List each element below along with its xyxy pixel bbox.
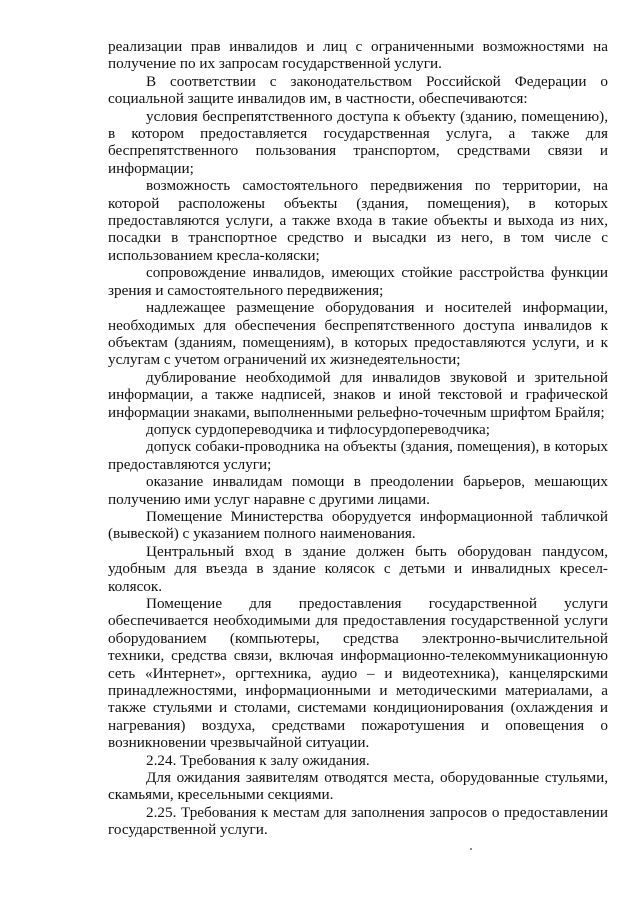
paragraph-ramp: Центральный вход в здание должен быть оборудован пандусом, удобным для въезда в здание колясок с детьми и инвалидных кресел-колясок. xyxy=(108,542,608,595)
scan-speck xyxy=(470,848,472,850)
paragraph-room-equipment: Помещение для предоставления государственной услуги обеспечивается необходимыми для предоставления государственной услуги оборудованием (компьютеры, средства электронно-вычислительной техники, средства связи, включая информационно-телекоммуникационную сеть «Интернет», оргтехника, аудио – и видеотехника), канцелярскими принадлежностями, информационными и методическими материалами, а также стульями и столами, системами кондиционирования (охлаждения и нагревания) воздуха, средствами пожаротушения и оповещения о возникновении чрезвычайной ситуации. xyxy=(108,595,608,752)
section-heading-2-25: 2.25. Требования к местам для заполнения запросов о предоставлении государственной услуги. xyxy=(108,803,608,839)
paragraph-legal-basis: В соответствии с законодательством Российской Федерации о социальной защите инвалидов им, в частности, обеспечиваются: xyxy=(108,72,608,108)
section-heading-2-24: 2.24. Требования к залу ожидания. xyxy=(146,751,370,769)
paragraph-info-sign: Помещение Министерства оборудуется информационной табличкой (вывеской) с указанием полного наименования. xyxy=(108,507,608,543)
paragraph-independent-movement: возможность самостоятельного передвижения по территории, на которой расположены объекты (здания, помещения), в которых предоставляются услуги, а также входа в такие объекты и выхода из них, посадки в транспортное средство и высадки из него, в том числе с использованием кресла-коляски; xyxy=(108,177,608,264)
paragraph-assistance: оказание инвалидам помощи в преодолении барьеров, мешающих получению ими услуг наравне с другими лицами. xyxy=(108,473,608,508)
paragraph-info-duplication: дублирование необходимой для инвалидов звуковой и зрительной информации, а также надписей, знаков и иной текстовой и графической информации знаками, выполненными рельефно-точечным шрифтом Брайля; xyxy=(108,368,608,421)
paragraph-escort: сопровождение инвалидов, имеющих стойкие расстройства функции зрения и самостоятельного передвижения; xyxy=(108,264,608,299)
document-page xyxy=(108,38,608,839)
paragraph-access-conditions: условия беспрепятственного доступа к объекту (зданию, помещению), в котором предоставляется государственная услуга, а также для беспрепятственного пользования транспортом, средствами связи и информации; xyxy=(108,107,608,177)
paragraph-waiting-seats: Для ожидания заявителям отводятся места, оборудованные стульями, скамьями, кресельными секциями. xyxy=(108,769,608,804)
paragraph-continuation: реализации прав инвалидов и лиц с ограниченными возможностями на получение по их запросам государственной услуги. xyxy=(108,38,608,73)
paragraph-equipment-placement: надлежащее размещение оборудования и носителей информации, необходимых для обеспечения беспрепятственного доступа инвалидов к объектам (зданиям, помещениям), в которых предоставляются услуги, и к услугам с учетом ограничений их жизнедеятельности; xyxy=(108,299,608,369)
paragraph-guide-dog: допуск собаки-проводника на объекты (здания, помещения), в которых предоставляются услуги; xyxy=(108,438,608,473)
paragraph-sign-interpreter: допуск сурдопереводчика и тифлосурдопереводчика; xyxy=(146,420,490,438)
